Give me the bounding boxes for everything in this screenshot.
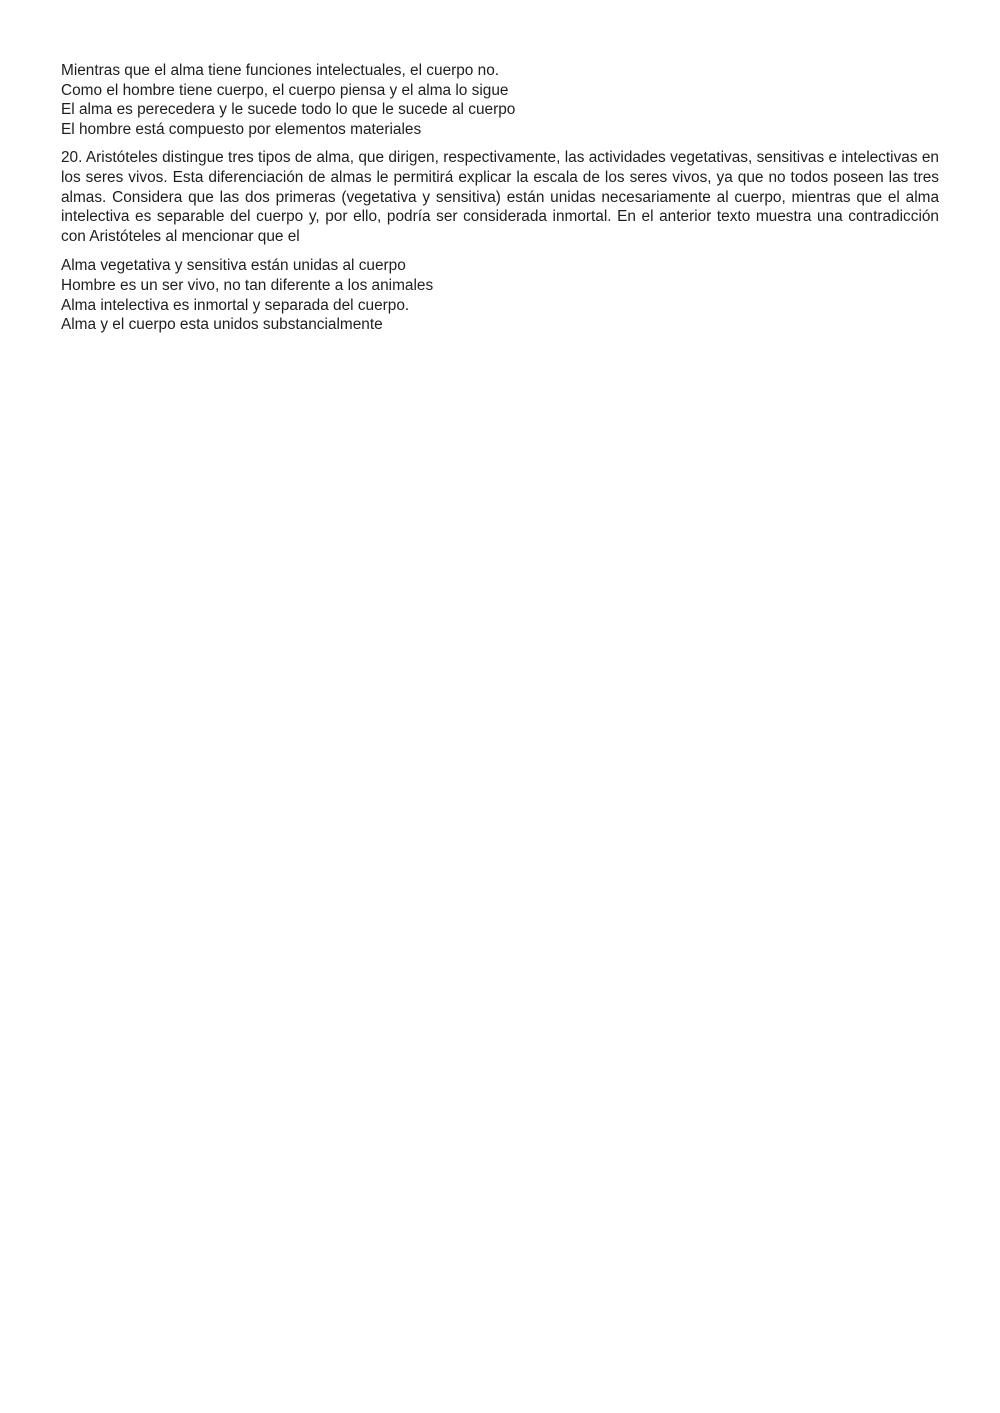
answer-option[interactable]: Como el hombre tiene cuerpo, el cuerpo piensa y el alma lo sigue xyxy=(61,81,509,99)
question-20-text: 20. Aristóteles distingue tres tipos de alma, que dirigen, respectivamente, las actividades vegetativas, sensitivas e intelectivas en los seres vivos. Esta diferenciación de almas le permitirá explicar la escala de los seres vivos, ya que no todos poseen las tres almas. Considera que las dos primeras (vegetativa y sensitiva) están unidas necesariamente al cuerpo, mientras que el alma intelectiva es separable del cuerpo y, por ello, podría ser considerada inmortal. En el anterior texto muestra una contradicción con Aristóteles al mencionar que el xyxy=(61,149,939,245)
document-page xyxy=(61,61,939,335)
previous-question-options xyxy=(61,61,939,139)
answer-option[interactable]: El hombre está compuesto por elementos materiales xyxy=(61,120,422,138)
answer-option[interactable]: Alma y el cuerpo esta unidos substancialmente xyxy=(61,316,383,334)
answer-option[interactable]: El alma es perecedera y le sucede todo lo que le sucede al cuerpo xyxy=(61,101,516,119)
answer-option[interactable]: Hombre es un ser vivo, no tan diferente a los animales xyxy=(61,276,434,294)
question-20-options xyxy=(61,256,939,334)
answer-option[interactable]: Alma vegetativa y sensitiva están unidas al cuerpo xyxy=(61,257,406,275)
answer-option[interactable]: Mientras que el alma tiene funciones intelectuales, el cuerpo no. xyxy=(61,62,500,79)
answer-option[interactable]: Alma intelectiva es inmortal y separada del cuerpo. xyxy=(61,296,410,314)
